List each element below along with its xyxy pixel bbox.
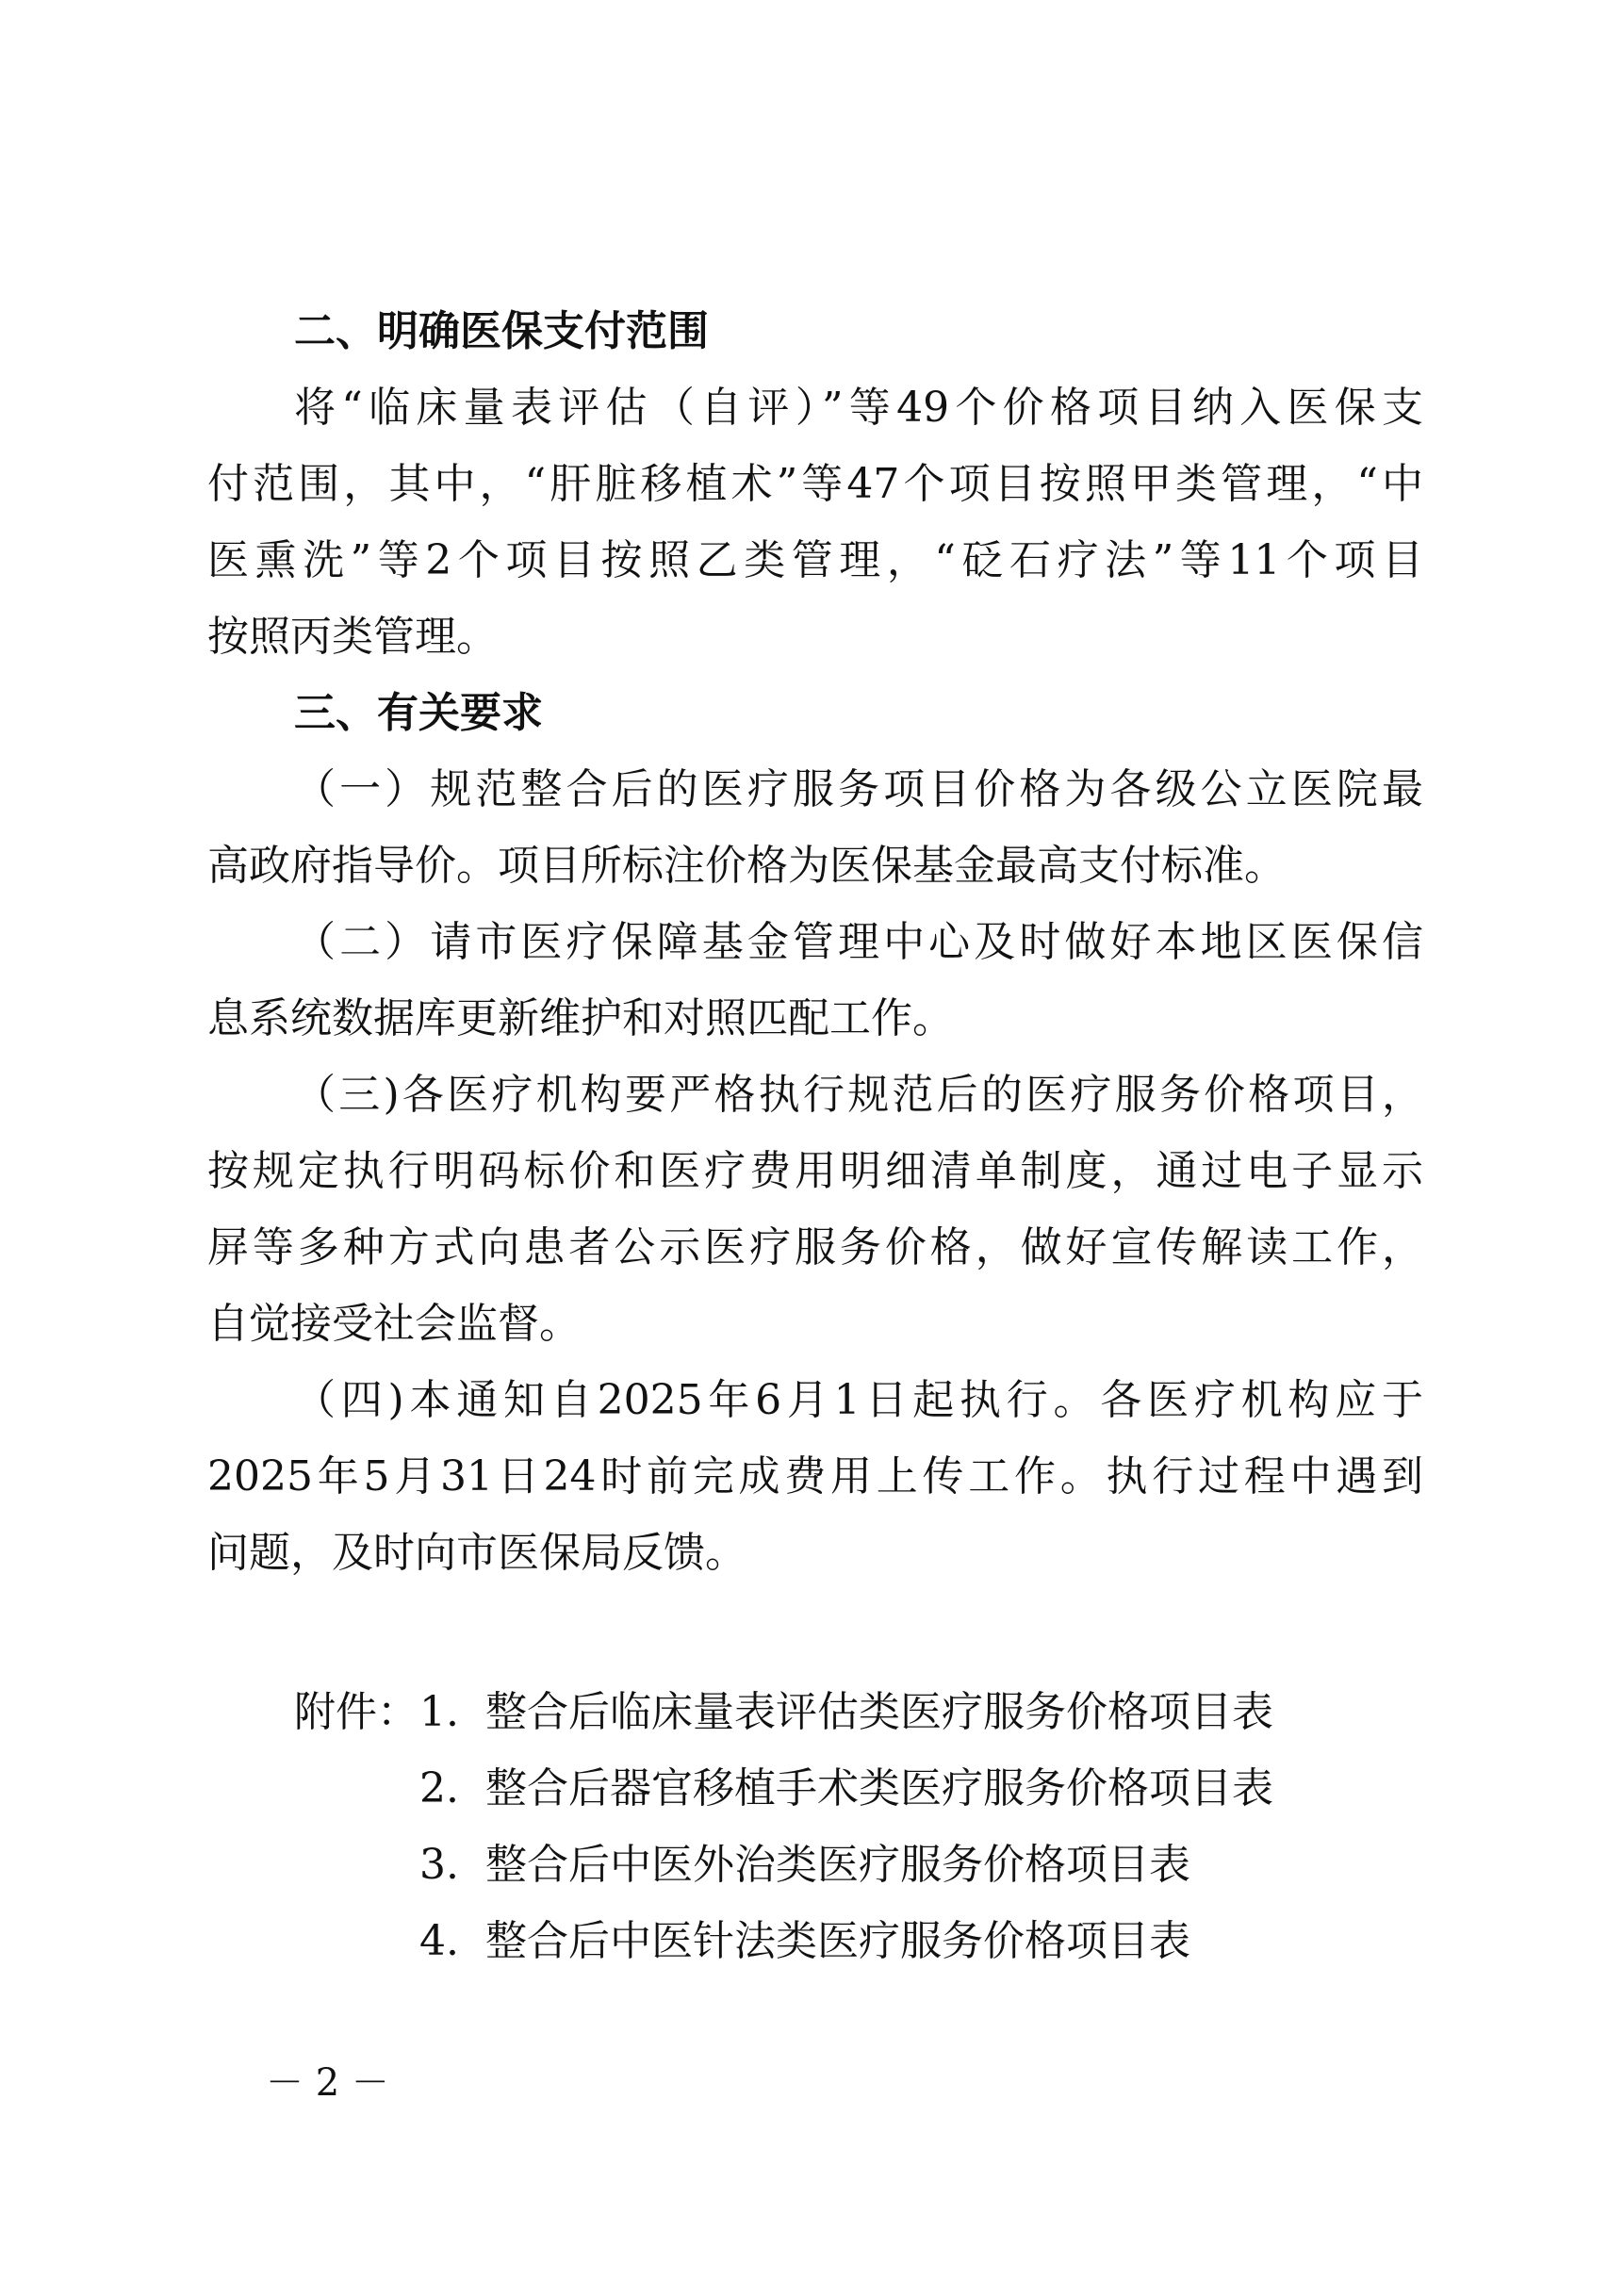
- attachment-item: [419, 1828, 1456, 1903]
- item-4-line-3: 问题，及时向市医保局反馈。: [207, 1529, 746, 1577]
- item-1-line-2: 高政府指导价。项目所标注价格为医保基金最高支付标准。: [207, 842, 1286, 890]
- attachment-item: [419, 1675, 1456, 1750]
- attachment-title: 整合后中医针法类医疗服务价格项目表: [485, 1917, 1190, 1965]
- item-3-line-3: 屏等多种方式向患者公示医疗服务价格，做好宣传解读工作，: [207, 1223, 1423, 1271]
- attachment-item: [419, 1751, 1456, 1827]
- section-2-line-4: 按照丙类管理。: [207, 613, 498, 661]
- attachment-number: 2.: [419, 1764, 459, 1812]
- page-number: － 2 －: [266, 2061, 389, 2105]
- section-3-heading: 三、有关要求: [294, 689, 543, 737]
- attachment-title: 整合后中医外治类医疗服务价格项目表: [485, 1841, 1190, 1889]
- item-2-line-2: 息系统数据库更新维护和对照匹配工作。: [207, 994, 954, 1042]
- item-4-line-2: 2025年5月31日24时前完成费用上传工作。执行过程中遇到: [207, 1452, 1423, 1501]
- item-3-line-4: 自觉接受社会监督。: [207, 1300, 581, 1348]
- section-2-heading: 二、明确医保支付范围: [294, 307, 709, 355]
- item-1-line-1: （一）规范整合后的医疗服务项目价格为各级公立医院最: [294, 765, 1423, 813]
- item-4-line-1: （四)本通知自2025年6月1日起执行。各医疗机构应于: [294, 1376, 1423, 1424]
- section-2-line-1: 将“临床量表评估（自评）”等49个价格项目纳入医保支: [294, 384, 1423, 432]
- attachment-title: 整合后器官移植手术类医疗服务价格项目表: [485, 1764, 1273, 1812]
- item-3-line-2: 按规定执行明码标价和医疗费用明细清单制度，通过电子显示: [207, 1147, 1423, 1195]
- attachment-number: 1.: [419, 1688, 459, 1736]
- section-2-line-2: 付范围，其中，“肝脏移植术”等47个项目按照甲类管理，“中: [207, 460, 1423, 508]
- item-3-line-1: （三)各医疗机构要严格执行规范后的医疗服务价格项目，: [294, 1071, 1423, 1119]
- attachment-number: 4.: [419, 1917, 459, 1965]
- attachment-title: 整合后临床量表评估类医疗服务价格项目表: [485, 1688, 1273, 1736]
- attachments-label: 附件：: [294, 1688, 418, 1736]
- item-2-line-1: （二）请市医疗保障基金管理中心及时做好本地区医保信: [294, 918, 1423, 966]
- section-2-line-3: 医熏洗”等2个项目按照乙类管理，“砭石疗法”等11个项目: [207, 536, 1423, 584]
- attachment-number: 3.: [419, 1841, 459, 1889]
- attachment-item: [419, 1904, 1456, 1979]
